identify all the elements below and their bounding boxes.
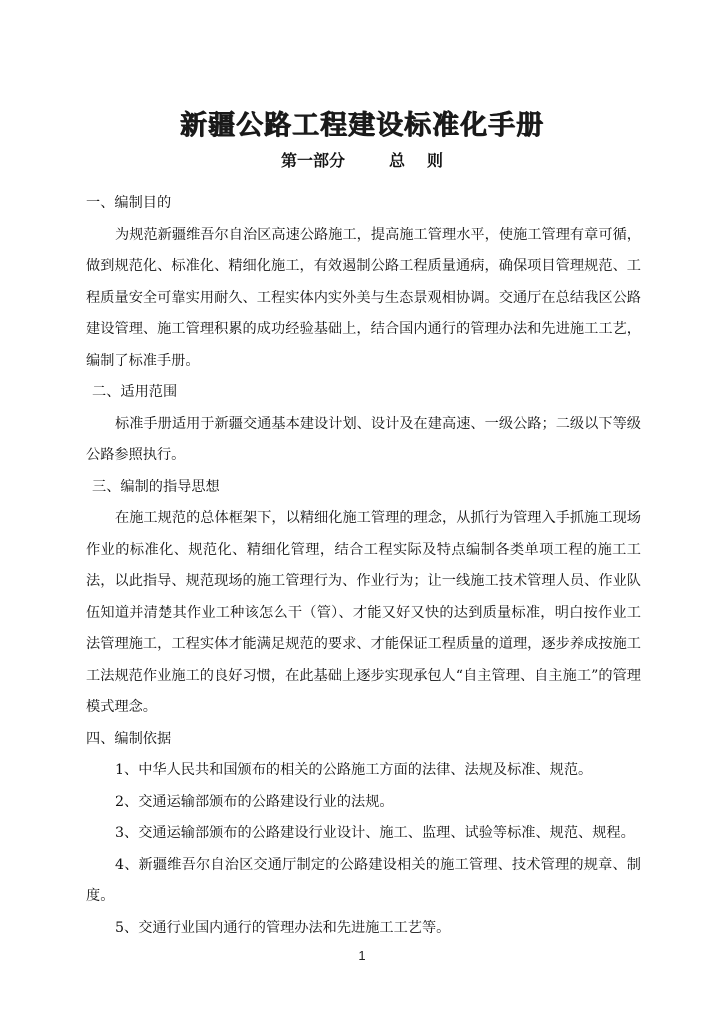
basis-item: 5、交通行业国内通行的管理办法和先进施工工艺等。 — [115, 919, 451, 936]
basis-item: 2、交通运输部颁布的公路建设行业的法规。 — [115, 793, 394, 810]
section-body-guideline: 在施工规范的总体框架下，以精细化施工管理的理念，从抓行为管理入手抓施工现场作业的标准化、规范化、精细化管理，结合工程实际及特点编制各类单项工程的施工工法，以此指导、规范现场的施工管理行为、作业行为；让一线施工技术管理人员、作业队伍知道并清楚其作业工种该怎么干（管）、才能又好又快的达到质量标准，明白按作业工法管理施工，工程实体才能满足规范的要求、才能保证工程质量的道理，逐步养成按施工工法规范作业施工的良好习惯，在此基础上逐步实现承包人“自主管理、自主施工”的管理模式理念。 — [86, 510, 641, 715]
part-label: 第一部分 — [280, 151, 345, 170]
basis-item: 3、交通运输部颁布的公路建设行业设计、施工、监理、试验等标准、规范、规程。 — [115, 825, 635, 841]
section-body-purpose: 为规范新疆维吾尔自治区高速公路施工，提高施工管理水平，使施工管理有章可循，做到规范化、标准化、精细化施工，有效遏制公路工程质量通病，确保项目管理规范、工程质量安全可靠实用耐久、工程实体内实外美与生态景观相协调。交通厅在总结我区公路建设管理、施工管理积累的成功经验基础上，结合国内通行的管理办法和先进施工工艺，编制了标准手册。 — [86, 226, 641, 369]
section-heading-purpose: 一、编制目的 — [86, 195, 172, 211]
section-heading-guideline: 三、编制的指导思想 — [92, 478, 220, 495]
section-heading-scope: 二、适用范围 — [92, 384, 178, 400]
document-title: 新疆公路工程建设标准化手册 — [180, 110, 544, 141]
page-number: 1 — [358, 948, 366, 963]
section-body-scope: 标准手册适用于新疆交通基本建设计划、设计及在建高速、一级公路；二级以下等级公路参照执行。 — [86, 415, 641, 463]
basis-item: 4、新疆维吾尔自治区交通厅制定的公路建设相关的施工管理、技术管理的规章、制度。 — [86, 856, 641, 904]
document-body — [86, 188, 641, 944]
part-name-first-char: 总 — [388, 151, 405, 170]
basis-item: 1、中华人民共和国颁布的相关的公路施工方面的法律、法规及标准、规范。 — [115, 762, 593, 778]
section-heading-basis: 四、编制依据 — [86, 730, 172, 747]
part-name-second-char: 则 — [427, 151, 444, 170]
part-heading — [0, 148, 724, 171]
